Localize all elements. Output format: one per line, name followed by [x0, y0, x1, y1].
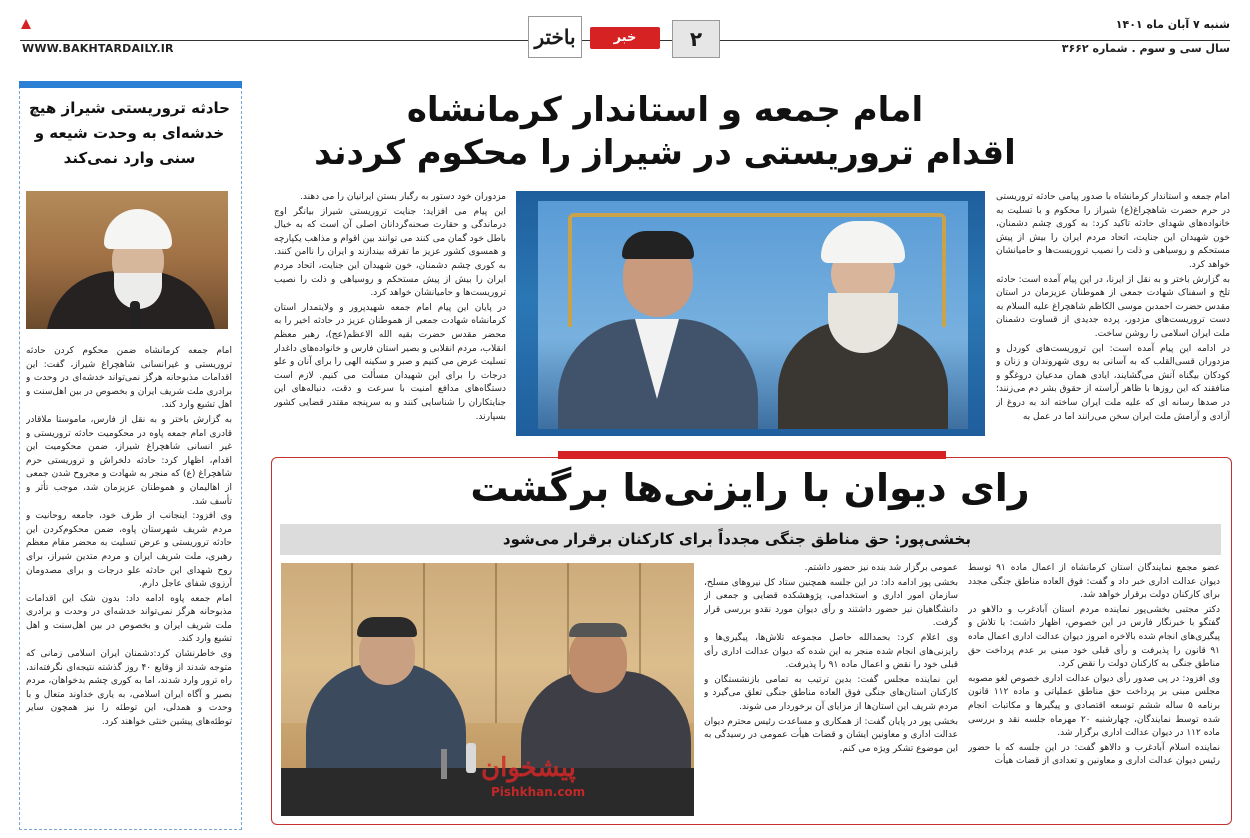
paragraph: بخشی پور ادامه داد: در این جلسه همچنین ستاد کل نیروهای مسلح، سازمان امور اداری و استخدامی، پژوهشکده قضایی و جمعی از دانشگاهیان نیز حضور داشتند و رأی دیوان مورد نقدو بررسی قرار گرفت. — [704, 577, 958, 629]
paragraph: امام جمعه و استاندار کرمانشاه با صدور پیامی حادثه تروریستی در حرم حضرت شاهچراغ(ع) شیراز را محکوم و با تسلیت به خانواده‌های شهدای حادثه تاکید کرد: به کوری چشم دشمنان، خون شهیدان این جنایت، اتحاد مردم ایران را بیش از پیش مستحکم و روسیاهی و ذلت را نصیب تروریست‌ها و حامیانشان خواهد کرد. — [996, 192, 1230, 270]
story-photo — [281, 563, 694, 816]
left-story-accent-bar — [19, 81, 242, 88]
left-story-body — [26, 345, 232, 823]
section-tag: خبر — [590, 27, 660, 49]
left-story-photo — [26, 191, 228, 329]
paragraph: وی اعلام کرد: بحمدالله حاصل مجموعه تلاش‌ها، پیگیری‌ها و رایزنی‌های انجام شده منجر به این شده که دیوان عدالت اداری رأی قبلی خود را نقض و اعمال ماده ۹۱ را پذیرفت. — [704, 632, 958, 671]
paragraph: این پیام می افزاید: جنایت تروریستی شیراز بیانگر اوج درماندگی و حقارت صحنه‌گردانان اصلی آن است که به خیال باطل خود گمان می کنند می توانند بین اقوام و مذاهب یکپارچه و همسوی کشور عزیز ما تفرقه بیندازند و ایران را ناامن کنند. به کوری چشم دشمنان، خون شهیدان این جنایت، اتحاد مردم ایران را بیش از پیش مستحکم و روسیاهی و ذلت را نصیب تروریست‌ها و حامیانشان خواهد کرد. — [274, 206, 506, 299]
paragraph: امام جمعه کرمانشاه ضمن محکوم کردن حادثه تروریستی و غیرانسانی شاهچراغ شیراز، گفت: این اقدامات مذبوحانه هرگز نمی‌تواند خدشه‌ای در وحدت و برادری ملت شریف ایران و بخصوص در بین اهل‌سنت و اهل تشیع وارد کند. — [26, 346, 232, 411]
story-column-right — [968, 562, 1220, 818]
paragraph: وی خاطرنشان کرد:دشمنان ایران اسلامی زمانی که متوجه شدند از وقایع ۴۰ روز گذشته نتیجه‌ای نگرفته‌اند، راه ترور وارد شدند، اما به کوری چشم بدخواهان، مردم بصیر و آگاه ایران اسلامی، به یاری خداوند متعال و با وحدت و همدلی، این توطئه را نیز همچون سایر توطئه‌های پیشین خنثی خواهند کرد. — [26, 649, 232, 728]
page-number: ۲ — [672, 20, 720, 58]
paragraph: این نماینده مجلس گفت: بدین ترتیب به تمامی بازنشستگان و کارکنان استان‌های جنگی فوق العاده مناطق جنگی تعلق می‌گیرد و مردم شریف این استان‌ها از مزایای آن برخوردار می شوند. — [704, 674, 958, 712]
story-headline: رای دیوان با رایزنی‌ها برگشت — [470, 466, 1030, 510]
story-subheadline: بخشی‌پور: حق مناطق جنگی مجدداً برای کارکنان برقرار می‌شود — [502, 530, 971, 548]
paragraph: نماینده اسلام آبادغرب و دالاهو گفت: در این جلسه که با حضور رئیس دیوان عدالت اداری و معاونین و تعدادی از قضات هیأت — [968, 742, 1220, 767]
paragraph: مزدوران خود دستور به رگبار بستن ایرانیان را می دهند. — [300, 192, 506, 202]
left-story-headline: حادثه تروریستی شیراز هیچ خدشه‌ای به وحدت شیعه و سنی وارد نمی‌کند — [29, 99, 230, 167]
story-column-left — [704, 562, 958, 818]
paragraph: به گزارش باختر و به نقل از فارس، ماموستا ملاقادر قادری امام جمعه پاوه در محکومیت حادثه تروریستی و غیر انسانی شاهچراغ شیراز، ضمن محکومیت این اقدام، اظهار کرد: حادثه دلخراش و تروریستی حرم شاهچراغ (ع) که منجر به شهادت و مجروح شدن جمعی از اهالیمان و هموطنان عزیزمان شد، موجب تأثر و تأسف شد. — [26, 414, 232, 507]
watermark-url: Pishkhan.com — [491, 785, 586, 799]
paragraph: امام جمعه پاوه ادامه داد: بدون شک این اقدامات مذبوحانه هرگز نمی‌تواند خدشه‌ای در وحدت و برادری ملت شریف ایران و بخصوص در بین اهل‌سنت و اهل تشیع وارد کند. — [26, 593, 232, 645]
paragraph: بخشی پور در پایان گفت: از همکاری و مساعدت رئیس محترم دیوان عدالت اداری و معاونین ایشان و قضات هیأت عمومی در رسیدگی به این موضوع تشکر ویژه می کنم. — [704, 716, 958, 754]
paragraph: عمومی برگزار شد بنده نیز حضور داشتم. — [804, 563, 958, 573]
site-url[interactable]: WWW.BAKHTARDAILY.IR — [22, 42, 174, 55]
paragraph: دکتر مجتبی بخشی‌پور نماینده مردم استان آبادغرب و دالاهو در گفتگو با خبرنگار فارس در این خصوص، اظهار داشت: با تلاش و پیگیری‌های انجام شده بالاخره امروز دیوان عدالت اداری اعمال ماده ۹۱ قانون را پذیرفت و رأی قبلی خود مبنی بر عدم پرداخت حق مناطق جنگی به کارکنان دولت را نقض کرد. — [968, 604, 1220, 670]
lead-column-left — [274, 191, 506, 438]
paper-logo-icon — [20, 18, 32, 30]
paper-name-logo: باختر — [528, 16, 582, 58]
paragraph: عضو مجمع نمایندگان استان کرمانشاه از اعمال ماده ۹۱ توسط دیوان عدالت اداری خبر داد و گفت: فوق العاده مناطق جنگی مجدد برای کارکنان دولت برقرار خواهد شد. — [968, 563, 1220, 601]
paragraph: وی افزود: در پی صدور رأی دیوان عدالت اداری خصوص لغو مصوبه مجلس مبنی بر پرداخت حق مناطق عملیاتی و ماده ۱۱۲ قانون برنامه ۵ ساله ششم توسعه اقتصادی و پیگیرها و مکاتبات انجام شده توسط نمایندگان، چهارشنبه ۲۰ مهرماه جلسه نقد و بررسی ماده ۱۱۲ در دیوان عدالت اداری برگزار شد. — [968, 673, 1220, 739]
watermark-logo: پیشخوان — [481, 753, 576, 783]
paragraph: در پایان این پیام امام جمعه شهیدپرور و ولایتمدار استان کرمانشاه شهادت جمعی از هموطنان عزیز در حادثه اخیر را به محضر مقدس حضرت بقیه الله الاعظم(عج)، رهبر معظم انقلاب، مردم انقلابی و بصیر استان فارس و خانواده‌های داغدار تسلیت عرض می کنیم و صبر و سکینه الهی را برای آنان و علو درجات را برای این شهیدان مسألت می کنیم. لازم است دستگاه‌های مدافع امنیت با سرعت و دقت، دنباله‌های این جنایتکاران را شناسایی کنند و به سرپنجه مقتدر قضایی کشور بسپارند. — [274, 302, 506, 422]
lead-headline-line1: امام جمعه و استاندار کرمانشاه — [406, 90, 924, 130]
paragraph: وی افزود: اینجانب از طرف خود، جامعه روحانیت و مردم شریف شهرستان پاوه، ضمن محکوم‌کردن این حادثه تروریستی و عرض تسلیت به محضر مقام معظم رهبری، ملت شریف ایران و مردم متدین شیراز، برای روح شهدای این حادثه علو درجات و برای مصدومان آرزوی شفای عاجل دارم. — [26, 511, 232, 590]
paragraph: در ادامه این پیام آمده است: این تروریست‌های کوردل و مزدوران قسی‌القلب که به آسانی به روی شهروندان و زنان و کودکان بیگناه آتش می‌گشایند، ایادی همان مدعیان دروغگو و منافقند که این روزها با ظاهر آراسته از حقوق بشر دم می‌زنند؛ در صدها رسانه ای که علیه ملت ایران ساخته اند به دروغ از آزادی و آرامش ملت ایران سخن می‌رانند اما در عمل به — [996, 343, 1230, 422]
paragraph: به گزارش باختر و به نقل از ایرنا، در این پیام آمده است: حادثه تلخ و اسفناک شهادت جمعی از هموطنان عزیزمان در استان مقدس حضرت احمدبن موسی الکاظم شاهچراغ علیه السلام به دست تروریست‌های مزدور، پرده جدیدی از قساوت دشمنان ملت ایران اسلامی را روشن ساخت. — [996, 274, 1230, 339]
story-box-accent-bar — [558, 451, 946, 459]
lead-photo — [516, 191, 985, 436]
lead-column-right — [996, 191, 1230, 438]
issue-number: سال سی و سوم . شماره ۳۶۶۲ — [1061, 42, 1230, 55]
lead-headline-line2: اقدام تروریستی در شیراز را محکوم کردند — [314, 133, 1016, 173]
issue-date: شنبه ۷ آبان ماه ۱۴۰۱ — [1115, 18, 1230, 31]
